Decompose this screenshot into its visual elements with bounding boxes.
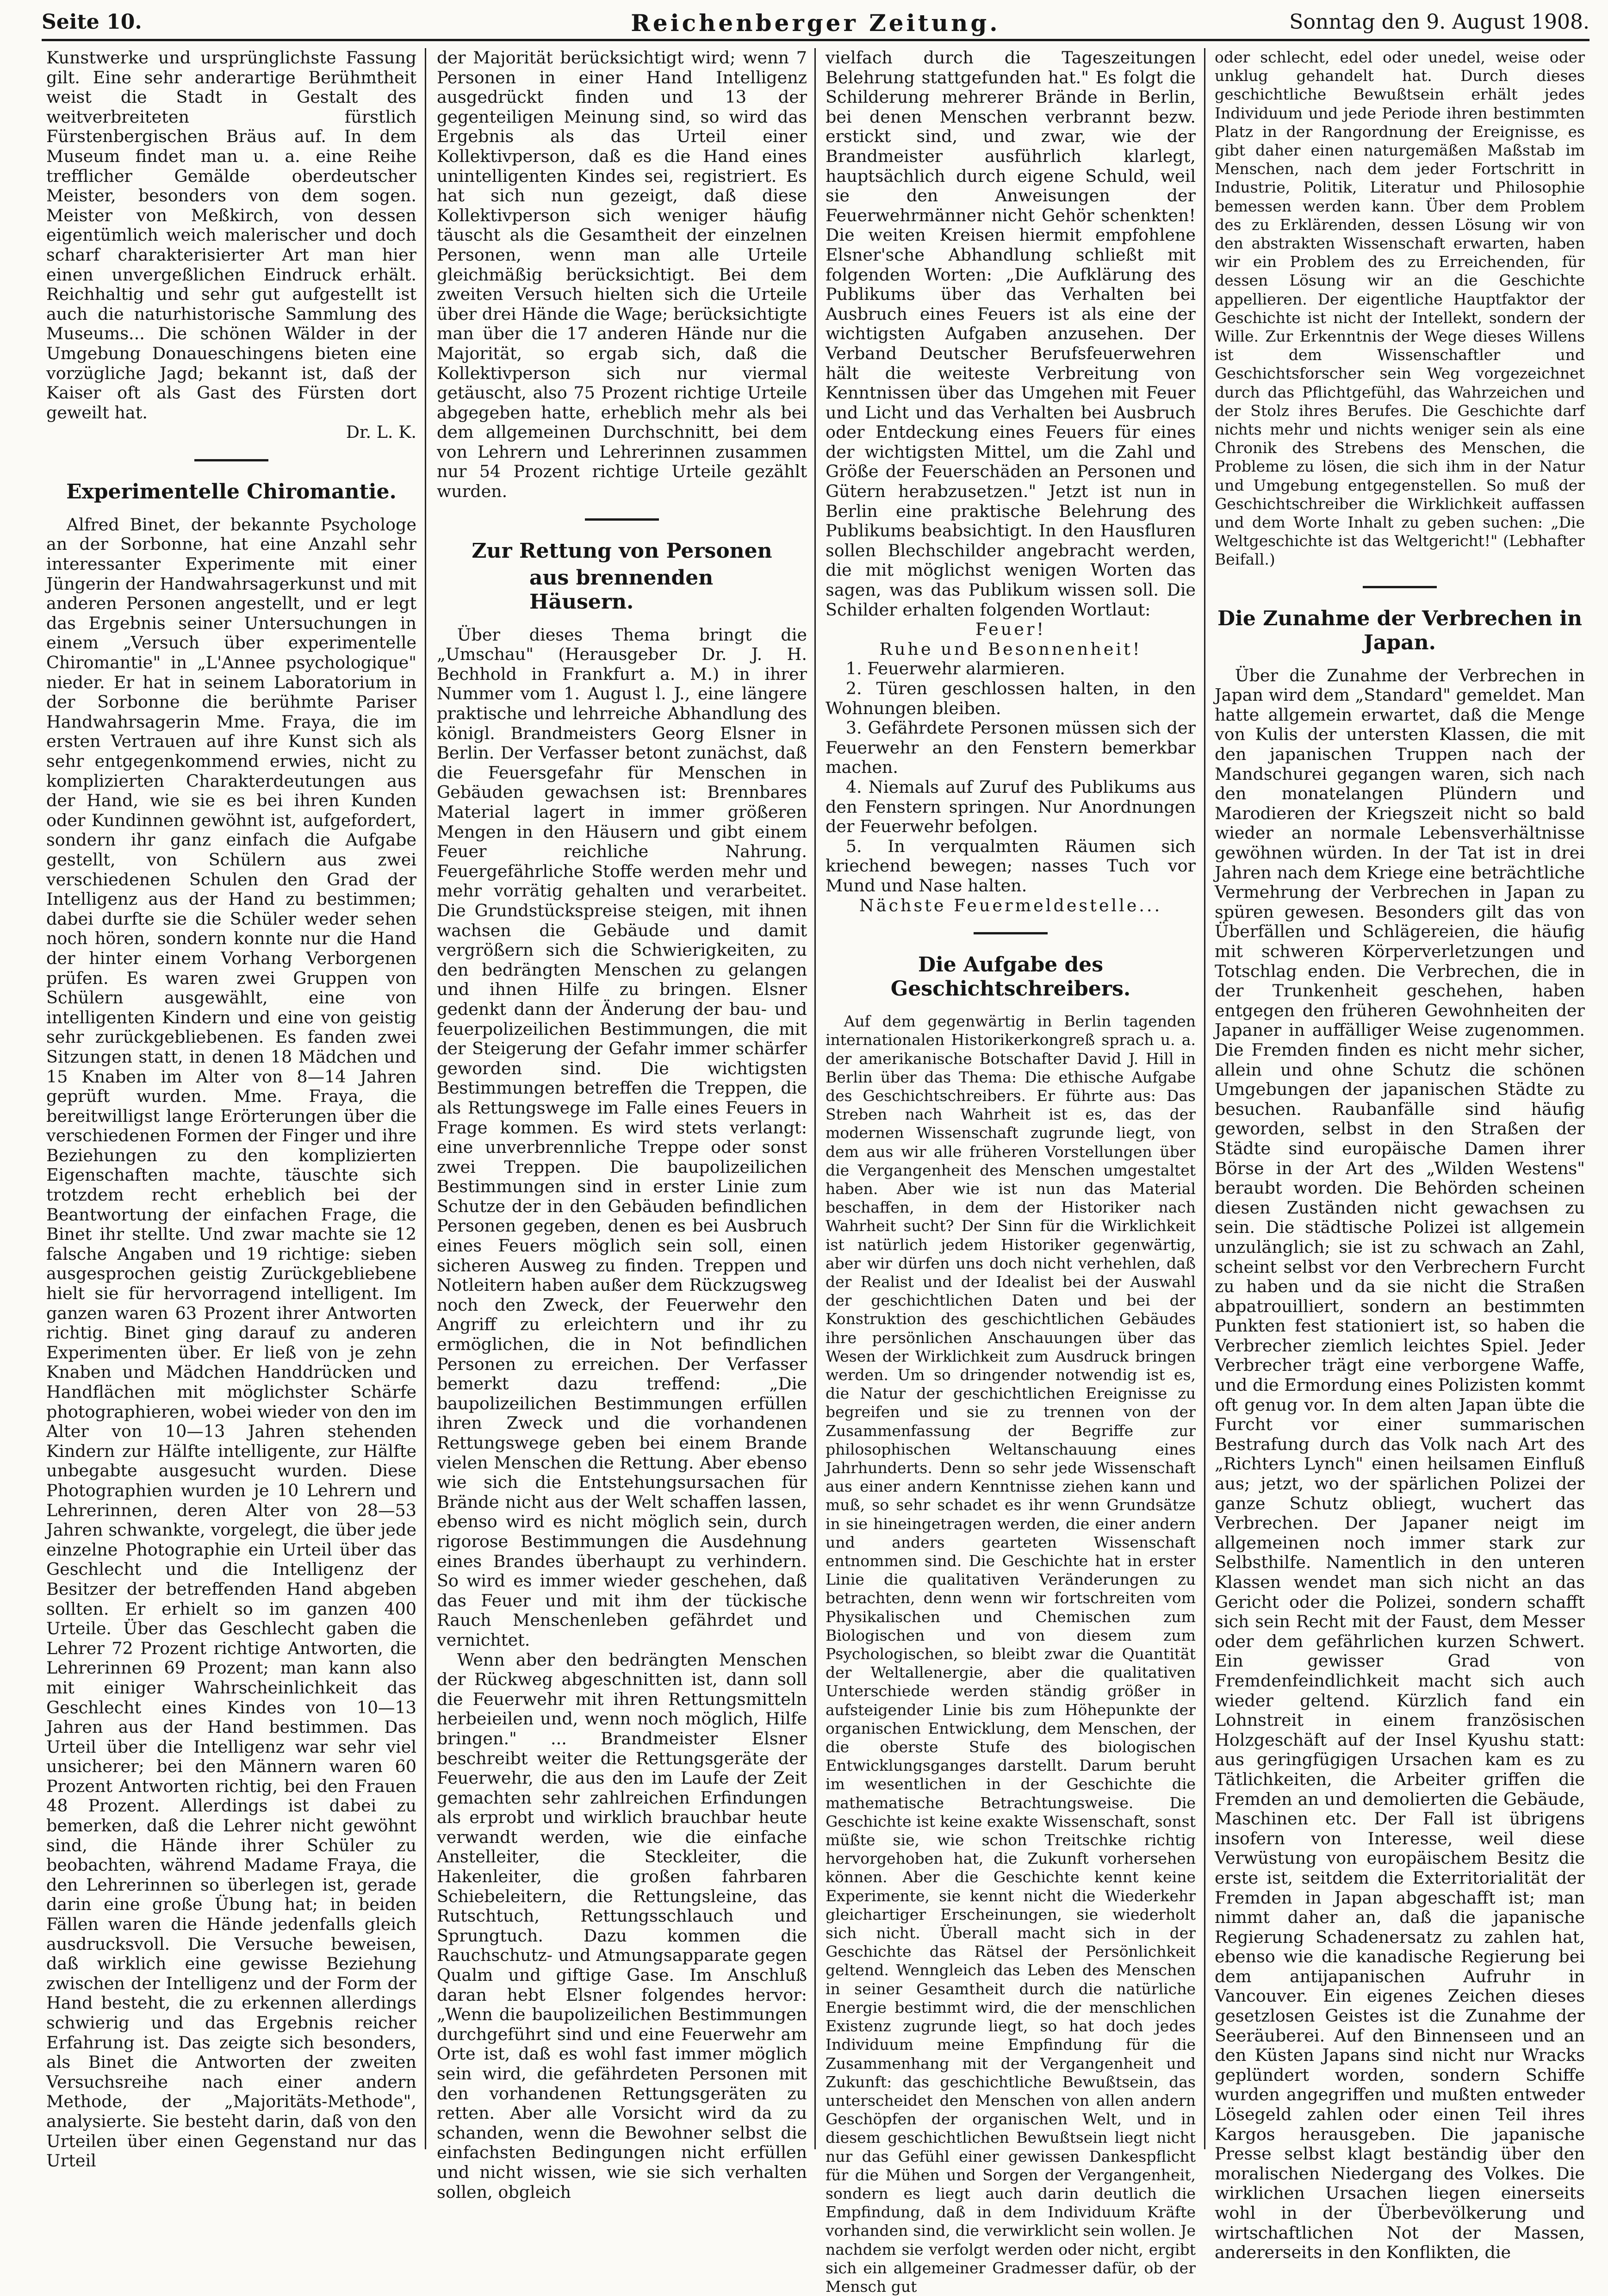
article-body: Über die Zunahme der Verbrechen in Japan wird dem „Standard" gemeldet. Man hatte allgemein erwartet, daß die Menge von Kulis der untersten Klassen, die mit den japanischen Truppen nach der Mandschurei gegangen waren, sich nach den monatelangen Plündern und Marodieren der Kriegszeit nicht so bald wieder an normale Lebensverhältnisse gewöhnen würden. In der Tat ist in drei Jahren nach dem Kriege eine beträchtliche Vermehrung der Verbrechen in Japan zu spüren gewesen. Besonders gilt das von Überfällen und Schlägereien, die häufig mit schweren Körperverletzungen und Totschlag enden. Die Verbrechen, die in der Trunkenheit geschehen, haben entgegen den früheren Gewohnheiten der Japaner in auffälliger Weise zugenommen. Die Fremden finden es nicht mehr sicher, allein und ohne Schutz die schönen Umgebungen der japanischen Städte zu besuchen. Raubanfälle sind häufig geworden, selbst in den Straßen der Städte sind europäische Damen ihrer Börse in der Art des „Wilden Westens" beraubt worden. Die Behörden scheinen diesen Zuständen nicht gewachsen zu sein. Die städtische Polizei ist allgemein unzulänglich; sie ist zu schwach an Zahl, scheint selbst vor den Verbrechern Furcht zu haben und da sie nicht die Straßen abpatrouilliert, sondern an bestimmten Punkten fest stationiert ist, so haben die Verbrecher ziemlich leichtes Spiel. Jeder Verbrecher trägt eine verborgene Waffe, und die Ermordung eines Polizisten kommt oft genug vor. In dem alten Japan übte die Furcht vor einer summarischen Bestrafung durch das Volk nach Art des „Richters Lynch" einen heilsamen Einfluß aus; jetzt, wo der spärlichen Polizei der ganze Schutz obliegt, wuchert das Verbrechen. Der Japaner neigt im allgemeinen noch immer stark zur Selbsthilfe. Namentlich in den unteren Klassen wendet man sich nicht an das Gericht oder die Polizei, sondern schafft sich sein Recht mit der Faust, dem Messer oder dem gefährlichen kurzen Schwert. Ein gewisser Grad von Fremdenfeindlichkeit macht sich auch wieder geltend. Kürzlich fand ein Lohnstreit in einem französischen Holzgeschäft auf der Insel Kyushu statt: aus geringfügigen Ursachen kam es zu Tätlichkeiten, die Arbeiter griffen die Fremden an und demolierten die Gebäude, Maschinen etc. Der Fall ist übrigens insofern von Interesse, weil diese Verwüstung von europäischem Besitz die erste ist, seitdem die Exterritorialität der Fremden in Japan abgeschafft ist; man nimmt daher an, daß die japanische Regierung Schadenersatz zu zahlen hat, ebenso wie die kanadische Regierung bei dem antijapanischen Aufruhr in Vancouver. Ein eigenes Zeichen dieses gesetzlosen Geistes ist die Zunahme der Seeräuberei. Auf den Binnenseen und an den Küsten Japans sind nicht nur Wracks geplündert worden, sondern Schiffe wurden angegriffen und mußten entweder Lösegeld zahlen oder einen Teil ihres Kargos herausgeben. Die japanische Presse selbst klagt beständig über den moralischen Niedergang des Volkes. Die wirklichen Ursachen liegen einerseits wohl in der Überbevölkerung und wirtschaftlichen Not der Massen, andererseits in den Konflikten, die — [1215, 665, 1585, 2263]
article-separator — [1363, 586, 1437, 588]
list-item: 4. Niemals auf Zuruf des Publikums aus den Fenstern springen. Nur Anordnungen der Feuerwehr befolgen. — [826, 777, 1196, 837]
article-continuation: oder schlecht, edel oder unedel, weise oder unklug gehandelt hat. Durch dieses geschichtliche Bewußtsein erhält jedes Individuum und jede Periode ihren bestimmten Platz in der Rangordnung der Ereignisse, es gibt daher einen naturgemäßen Maßstab im Menschen, nach dem jeder Fortschritt in Industrie, Politik, Literatur und Philosophie bemessen werden kann. Über dem Problem des zu Erklärenden, dessen Lösung wir von den abstrakten Wissenschaft erwarten, haben wir ein Problem des zu Erreichenden, für dessen Lösung wir an die Geschichte appellieren. Der eigentliche Hauptfaktor der Geschichte ist nicht der Intellekt, sondern der Wille. Zur Erkenntnis der Wege dieses Willens ist dem Wissenschaftler und Geschichtsforscher sein Weg vorgezeichnet durch das Pflichtgefühl, das Wahrzeichen und der Stolz ihres Berufes. Die Geschichte darf nichts mehr und nichts weniger sein als eine Chronik des Strebens des Menschen, die Probleme zu lösen, die sich ihm in der Natur und Umgebung entgegenstellen. So muß der Geschichtschreiber die Wirklichkeit auffassen und dem Worte Inhalt zu geben suchen: „Die Weltgeschichte ist das Weltgericht!" (Lebhafter Beifall.) — [1215, 48, 1585, 569]
article-heading-rettung-line1: Zur Rettung von Personen — [472, 539, 772, 563]
article-heading-japan: Die Zunahme der Verbrechen in Japan. — [1217, 606, 1582, 654]
article-body: Wenn aber den bedrängten Menschen der Rückweg abgeschnitten ist, dann soll die Feuerwehr mit ihren Rettungsmitteln herbeieilen und, wenn noch möglich, Hilfe bringen." ... Brandmeister Elsner beschreibt weiter die Rettungsgeräte der Feuerwehr, die aus den im Laufe der Zeit gemachten sehr zahlreichen Erfindungen als erprobt und wirklich brauchbar heute verwandt werden, wie die einfache Anstelleiter, die Steckleiter, die Hakenleiter, die großen fahrbaren Schiebeleitern, die Rettungsleine, das Rutschtuch, Rettungsschlauch und Sprungtuch. Dazu kommen die Rauchschutz- und Atmungsapparate gegen Qualm und giftige Gase. Im Anschluß daran hebt Elsner folgendes hervor: „Wenn die baupolizeilichen Bestimmungen durchgeführt sind und eine Feuerwehr am Orte ist, daß es wohl fast immer möglich sein wird, die gefährdeten Personen mit den vorhandenen Rettungsgeräten zu retten. Aber alle Vorsicht wird da zu schanden, wenn die Bewohner selbst die einfachsten Bedingungen nicht erfüllen und nicht wissen, wie sie sich verhalten sollen, obgleich — [437, 1649, 807, 2202]
article-continuation: vielfach durch die Tageszeitungen Belehrung stattgefunden hat." Es folgt die Schilderung mehrerer Brände in Berlin, bei denen Menschen verbrannt bezw. erstickt sind, und zwar, wie der Brandmeister ausführlich klarlegt, hauptsächlich durch eigene Schuld, weil sie den Anweisungen der Feuerwehrmänner nicht Gehör schenkten! Die weiten Kreisen hiermit empfohlene Elsner'sche Abhandlung schließt mit folgenden Worten: „Die Aufklärung des Publikums über das Verhalten bei Ausbruch eines Feuers ist als eine der wichtigsten Aufgaben anzusehen. Der Verband Deutscher Berufsfeuerwehren hält die weiteste Verbreitung von Kenntnissen über das Umgehen mit Feuer und Licht und das Verhalten bei Ausbruch oder Entdeckung eines Feuers für eines der wichtigsten Mittel, um die Zahl und Größe der Feuerschäden an Personen und Gütern herabzusetzen." Jetzt ist nun in Berlin eine praktische Belehrung des Publikums beabsichtigt. In den Hausfluren sollen Blechschilder angebracht werden, die mit möglichst wenigen Worten das sagen, was das Publikum wissen soll. Die Schilder erhalten folgenden Wortlaut: — [826, 48, 1196, 620]
column-rule — [814, 48, 816, 2149]
sign-title: Feuer! — [975, 619, 1046, 640]
list-item: 1. Feuerwehr alarmieren. — [845, 659, 1065, 679]
list-item: 3. Gefährdete Personen müssen sich der Feuerwehr an den Fenstern bemerkbar machen. — [826, 718, 1196, 778]
article-separator — [974, 932, 1048, 934]
column-4 — [1215, 48, 1585, 2263]
article-continuation: der Majorität berücksichtigt wird; wenn 7 Personen in einer Hand Intelligenz ausgedrückt finden und 13 der gegenteiligen Meinung sind, so wird das Ergebnis als das Urteil einer Kollektivperson, daß es die Hand eines unintelligenten Kindes sei, registriert. Es hat sich nun gezeigt, daß diese Kollektivperson sich weniger häufig täuscht als die Gesamtheit der einzelnen Personen, wenn man alle Urteile gleichmäßig berücksichtigt. Bei dem zweiten Versuch hielten sich die Urteile über drei Hände die Wage; berücksichtigte man über die 17 anderen Hände nur die Majorität, so ergab sich, daß die Kollektivperson sich nur viermal getäuscht, also 75 Prozent richtige Urteile abgegeben hatte, erheblich mehr als bei dem allgemeinen Durchschnitt, bei dem von Lehrern und Lehrerinnen zusammen nur 54 Prozent richtige Urteile gezählt wurden. — [437, 48, 807, 502]
article-body: Über dieses Thema bringt die „Umschau" (Herausgeber Dr. J. H. Bechhold in Frankfurt a. M.) in ihrer Nummer vom 1. August l. J., eine längere praktische und lehrreiche Abhandlung des königl. Brandmeisters Georg Elsner in Berlin. Der Verfasser betont zunächst, daß die Feuersgefahr für Menschen in Gebäuden gewachsen ist: Brennbares Material lagert in immer größeren Mengen in den Häusern und gibt einem Feuer reichliche Nahrung. Feuergefährliche Stoffe werden mehr und mehr vorrätig gehalten und verarbeitet. Die Grundstückspreise steigen, mit ihnen wachsen die Gebäude und damit vergrößern sich die Schwierigkeiten, zu den bedrängten Menschen zu gelangen und ihnen Hilfe zu bringen. Elsner gedenkt dann der Änderung der bau- und feuerpolizeilichen Bestimmungen, die mit der Steigerung der Gefahr immer schärfer geworden sind. Die wichtigsten Bestimmungen betreffen die Treppen, die als Rettungswege im Falle eines Feuers in Frage kommen. Es wird stets verlangt: eine unverbrennliche Treppe oder sonst zwei Treppen. Die baupolizeilichen Bestimmungen sind in erster Linie zum Schutze der in den Gebäuden befindlichen Personen gegeben, denen es bei Ausbruch eines Feuers möglich sein soll, einen sicheren Ausweg zu finden. Treppen und Notleitern haben außer dem Rückzugsweg noch den Zweck, der Feuerwehr den Angriff zu erleichtern und ihr zu ermöglichen, die in Not befindlichen Personen zu erreichen. Der Verfasser bemerkt dazu treffend: „Die baupolizeilichen Bestimmungen erfüllen ihren Zweck und die vorhandenen Rettungswege geben bei einem Brande vielen Menschen die Rettung. Aber ebenso wie sich die Entstehungsursachen für Brände nicht aus der Welt schaffen lassen, ebenso wird es nicht möglich sein, durch rigorose Bestimmungen die Ausdehnung eines Brandes überhaupt zu verhindern. So wird es immer wieder geschehen, daß das Feuer und mit ihm der tückische Rauch Menschenleben gefährdet und vernichtet. — [437, 624, 807, 1650]
article-signature: Dr. L. K. — [346, 422, 416, 442]
sign-subtitle: Ruhe und Besonnenheit! — [879, 639, 1142, 659]
column-rule — [1204, 48, 1205, 2149]
issue-date: Sonntag den 9. August 1908. — [1289, 10, 1589, 34]
masthead — [42, 10, 1589, 41]
page-number: Seite 10. — [42, 10, 142, 34]
newspaper-title: Reichenberger Zeitung. — [631, 9, 1000, 37]
sign-rules-list — [826, 659, 1196, 896]
column-rule — [425, 48, 426, 2149]
column-3 — [826, 48, 1196, 2296]
article-body: Auf dem gegenwärtig in Berlin tagenden internationalen Historikerkongreß sprach u. a. der amerikanische Botschafter David J. Hill in Berlin über das Thema: Die ethische Aufgabe des Geschichtschreibers. Er führte aus: Das Streben nach Wahrheit ist es, das der modernen Wissenschaft zugrunde liegt, von dem aus wir alle früheren Vorstellungen über die Vergangenheit des Menschen umgestaltet haben. Aber wie ist nun das Material beschaffen, in dem der Historiker nach Wahrheit sucht? Der Sinn für die Wirklichkeit ist natürlich jedem Historiker gegenwärtig, aber wir dürfen uns doch nicht verhehlen, daß der Realist und der Idealist bei der Auswahl der geschichtlichen Daten und bei der Konstruktion des geschichtlichen Gebäudes ihre persönlichen Anschauungen über das Wesen der Wirklichkeit zum Ausdruck bringen werden. Um so dringender notwendig ist es, die Natur der geschichtlichen Ereignisse zu begreifen und sie zu trennen von der Zusammenfassung der Begriffe zur philosophischen Weltanschauung eines Jahrhunderts. Denn so sehr jede Wissenschaft aus einer andern Kenntnisse ziehen kann und muß, so sehr schadet es ihr wenn Grundsätze in sie hineingetragen werden, die einer andern und anders gearteten Wissenschaft entnommen sind. Die Geschichte hat in erster Linie die qualitativen Veränderungen zu betrachten, denn wenn wir fortschreiten vom Physikalischen und Chemischen zum Biologischen und von diesem zum Psychologischen, so bleibt zwar die Quantität der Weltallenergie, aber die qualitativen Unterschiede werden ständig größer in aufsteigender Linie bis zum Höhepunkte der organischen Entwicklung, dem Menschen, der die oberste Stufe des biologischen Entwicklungsganges darstellt. Darum beruht im wesentlichen in der Geschichte die mathematische Betrachtungsweise. Die Geschichte ist keine exakte Wissenschaft, sonst müßte sie, wie schon Treitschke richtig hervorgehoben hat, die Zukunft vorhersehen können. Aber die Geschichte kennt keine Experimente, sie kennt nicht die Wiederkehr gleichartiger Erscheinungen, sie wiederholt sich nicht. Überall macht sich in der Geschichte das Rätsel der Persönlichkeit geltend. Wenngleich das Leben des Menschen in seiner Gesamtheit durch die natürliche Energie bestimmt wird, die der menschlichen Existenz zugrunde liegt, so hat doch jedes Individuum meine Empfindung für die Zusammenhang mit der Vergangenheit und Zukunft: das geschichtliche Bewußtsein, das unterscheidet den Menschen von allen andern Geschöpfen der organischen Welt, und in diesem geschichtlichen Bewußtsein liegt nicht nur das Gefühl einer gewissen Dankespflicht für die Mühen und Sorgen der Vergangenheit, sondern es liegt auch darin deutlich die Empfindung, daß in dem Individuum Kräfte vorhanden sind, die verwirklicht sein wollen. Je nachdem sie verfolgt werden oder nicht, ergibt sich ein allgemeiner Gradmesser dafür, ob der Mensch gut — [826, 1012, 1196, 2296]
column-1 — [46, 48, 416, 2171]
article-separator — [585, 518, 659, 521]
article-heading-chiromantie: Experimentelle Chiromantie. — [66, 479, 397, 504]
article-heading-geschichtschreiber: Die Aufgabe des Geschichtschreibers. — [890, 953, 1131, 1001]
article-heading-rettung-line2: aus brennenden Häusern. — [529, 566, 714, 614]
sign-footer: Nächste Feuermeldestelle... — [859, 895, 1162, 915]
list-item: 2. Türen geschlossen halten, in den Wohnungen bleiben. — [826, 678, 1196, 718]
article-continuation: Kunstwerke und ursprünglichste Fassung gilt. Eine sehr anderartige Berühmtheit weist die Stadt in Gestalt des weitverbreiteten fürstlich Fürstenbergischen Bräus auf. In dem Museum findet man u. a. eine Reihe trefflicher Gemälde oberdeutscher Meister, besonders von dem sogen. Meister von Meßkirch, von dessen eigentümlich weich malerischer und doch scharf charakterisierter Art man hier einen unvergeßlichen Eindruck erhält. Reichhaltig und sehr gut aufgestellt ist auch die naturhistorische Sammlung des Museums... Die schönen Wälder in der Umgebung Donaueschingens bieten eine vorzügliche Jagd; bekannt ist, daß der Kaiser oft als Gast des Fürsten dort geweilt hat. — [46, 48, 416, 423]
article-body: Alfred Binet, der bekannte Psychologe an der Sorbonne, hat eine Anzahl sehr interessanter Experimente mit einer Jüngerin der Handwahrsagerkunst und mit anderen Personen angestellt, und er legt das Ergebnis seiner Untersuchungen in einem „Versuch über experimentelle Chiromantie" in „L'Annee psychologique" nieder. Er hat in seinem Laboratorium in der Sorbonne die berühmte Pariser Handwahrsagerin Mme. Fraya, die im ersten Vertrauen auf ihre Kunst sich als sehr entgegenkommend erwies, nicht zu komplizierten Charakterdeutungen aus der Hand, wie sie es bei ihren Kunden oder Kundinnen gewöhnt ist, aufgefordert, sondern ihr ganz einfach die Aufgabe gestellt, von Schülern aus zwei verschiedenen Schulen den Grad der Intelligenz aus der Hand zu bestimmen; dabei durfte sie die Schüler weder sehen noch hören, sondern konnte nur die Hand der hinter einem Vorhang Verborgenen prüfen. Es waren zwei Gruppen von Schülern ausgewählt, eine von intelligenten Kindern und eine von geistig sehr zurückgebliebenen. Es fanden zwei Sitzungen statt, in denen 18 Mädchen und 15 Knaben im Alter von 8—14 Jahren geprüft wurden. Mme. Fraya, die bereitwilligst lange Erörterungen über die verschiedenen Formen der Finger und ihre Beziehungen zu den komplizierten Eigenschaften machte, täuschte sich trotzdem recht erheblich bei der Beantwortung der einfachen Frage, die Binet ihr stellte. Und zwar machte sie 12 falsche Angaben und 19 richtige: sieben ausgesprochen geistig Zurückgebliebene hielt sie für hervorragend intelligent. Im ganzen waren 63 Prozent ihrer Antworten richtig. Binet ging darauf zu anderen Experimenten über. Er ließ von je zehn Knaben und Mädchen Handdrücken und Handflächen mit möglichster Schärfe photographieren, wobei wieder von den im Alter von 10—13 Jahren stehenden Kindern zur Hälfte intelligente, zur Hälfte unbegabte ausgesucht wurden. Diese Photographien wurden je 10 Lehrern und Lehrerinnen, deren Alter von 28—53 Jahren schwankte, vorgelegt, die über jede einzelne Photographie ein Urteil über das Geschlecht und die Intelligenz der Besitzer der betreffenden Hand abgeben sollten. Er erhielt so im ganzen 400 Urteile. Über das Geschlecht gaben die Lehrer 72 Prozent richtige Antworten, die Lehrerinnen 69 Prozent; man kann also mit einiger Wahrscheinlichkeit das Geschlecht eines Kindes von 10—13 Jahren aus der Hand bestimmen. Das Urteil über die Intelligenz war sehr viel unsicherer; bei den Männern waren 60 Prozent Antworten richtig, bei den Frauen 48 Prozent. Allerdings ist dabei zu bemerken, daß die Lehrer nicht gewöhnt sind, die Hände ihrer Schüler zu beobachten, während Madame Fraya, die den Lehrerinnen so überlegen ist, gerade darin eine große Übung hat; in beiden Fällen waren die Hände jedenfalls gleich ausdrucksvoll. Die Versuche beweisen, daß wirklich eine gewisse Beziehung zwischen der Intelligenz und der Form der Hand besteht, die zu erkennen allerdings schwierig und das Ergebnis reicher Erfahrung ist. Das zeigte sich besonders, als Binet die Antworten der zweiten Versuchsreihe nach einer andern Methode, der „Majoritäts-Methode", analysierte. Sie besteht darin, daß von den Urteilen über einen Gegenstand nur das Urteil — [46, 514, 416, 2171]
list-item: 5. In verqualmten Räumen sich kriechend bewegen; nasses Tuch vor Mund und Nase halten. — [826, 836, 1196, 896]
article-separator — [194, 459, 268, 461]
column-2 — [437, 48, 807, 2202]
